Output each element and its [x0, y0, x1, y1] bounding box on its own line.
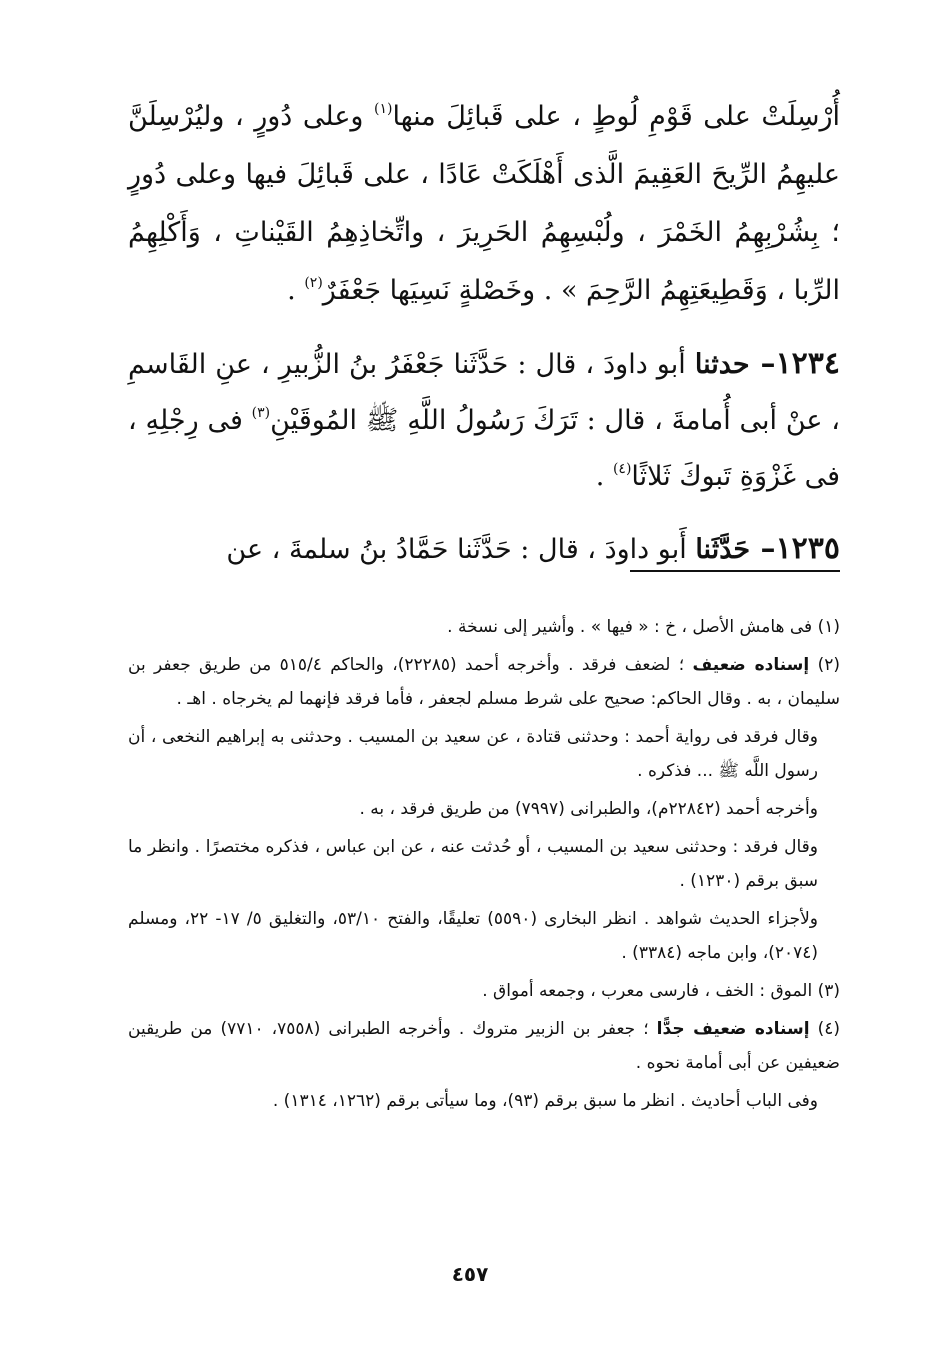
hadith-dash: –	[749, 346, 776, 381]
text-run: أُرْسِلَتْ على قَوْمِ لُوطٍ ، على قَبائِلَ منها	[392, 101, 840, 132]
footnote-marker: (٢)	[304, 275, 323, 291]
page-number: ٤٥٧	[451, 1262, 489, 1286]
footnote-marker: (٣)	[251, 405, 271, 421]
footnote-marker: (١)	[374, 101, 393, 117]
main-text	[128, 88, 840, 578]
footnote-separator	[630, 570, 840, 572]
hadith-dash: –	[750, 531, 776, 566]
hadith-opening-word: حَدَّثَنا	[695, 534, 751, 565]
text-run: ؛ جعفر بن الزبير متروك . وأخرجه الطبرانى (٧٥٥٨، ٧٧١٠) من طريقين ضعيفين عن أبى أمامة نحوه .	[128, 1019, 840, 1073]
footnote-marker: (٤)	[612, 461, 632, 477]
footnote-2	[128, 648, 840, 716]
text-run: ؛ لضعف فرقد . وأخرجه أحمد (٢٢٢٨٥)، والحاكم ٥١٥/٤ من طريق جعفر بن سليمان ، به . وقال الحاكم: صحيح على شرط مسلم لجعفر ، فأما فرقد فإنهما لم يخرجاه . اهـ .	[128, 655, 840, 709]
text-run: وعلى دُورٍ ، وليُرْسِلَنَّ عليهِمُ الرِّيحَ العَقِيمَ الَّذى أَهْلَكَتْ عَادًا ، على قَبائِلَ فيها وعلى دُورٍ ؛ بِشُرْبِهِمُ الخَمْرَ ، ولُبْسِهِمُ الحَرِيرَ ، واتِّخاذِهِمُ القَيْناتِ ، وَأَكْلِهِمُ الرِّبا ، وَقَطِيعَتِهِمُ الرَّحِمَ » . وخَصْلةٍ نَسِيَها جَعْفَرٌ	[128, 101, 840, 306]
text-run: .	[595, 461, 613, 492]
footnote-3: (٣) الموق : الخف ، فارسى معرب ، وجمعه أمواق .	[482, 981, 840, 1001]
text-run: أَبو داودَ ، قال : حَدَّثَنا حَمَّادُ بنُ سلمةَ ، عن	[226, 534, 696, 565]
text-run: (٢)	[809, 655, 840, 675]
footnote-2-para: وأخرجه أحمد (٢٢٨٤٢م)، والطبرانى (٧٩٩٧) من طريق فرقد ، به .	[359, 799, 818, 819]
footnote-2-para: ولأجزاء الحديث شواهد . انظر البخارى (٥٥٩٠) تعليقًا، والفتح ٥٣/١٠، والتغليق ٥/ ١٧- ٢٢، ومسلم (٢٠٧٤)، وابن ماجه (٣٣٨٤) .	[128, 909, 818, 963]
text-run: فى رِجْلِهِ ، فى غَزْوَةِ تَبوكَ ثَلاثًا	[128, 405, 840, 492]
hadith-number: ١٢٣٥	[775, 531, 840, 566]
paragraph-continuation	[128, 88, 840, 320]
text-run: .	[287, 275, 305, 306]
text-run: (٤)	[809, 1019, 840, 1039]
footnote-4-para: وفى الباب أحاديث . انظر ما سبق برقم (٩٣)، وما سيأتى برقم (١٢٦٢، ١٣١٤) .	[272, 1091, 818, 1111]
footnote-1: (١) فى هامش الأصل ، خ : « فيها » . وأشير إلى نسخة .	[447, 617, 840, 637]
text-run: أبو داودَ ، قال : حَدَّثَنا جَعْفَرُ بنُ الزُّبيرِ ، عنِ القَاسمِ ، عنْ أبى أُمامةَ ، قال : تَرَكَ رَسُولُ اللَّهِ ﷺ المُوقَيْنِ	[128, 349, 840, 436]
hadith-opening-word: حدثنا	[694, 349, 750, 380]
footnote-2-para: وقال فرقد : وحدثنى سعيد بن المسيب ، أو حُدثت عنه ، عن ابن عباس ، فذكره مختصرًا . وانظر ما سبق برقم (١٢٣٠) .	[128, 837, 818, 891]
footnote-2-para: وقال فرقد فى رواية أحمد : وحدثنى قتادة ، عن سعيد بن المسيب . وحدثنى به إبراهيم النخعى ، أن رسول اللَّه ﷺ ... فذكره .	[128, 727, 818, 781]
footnotes	[128, 610, 840, 1122]
grading-label: إسناده ضعيف جدًّا	[656, 1019, 810, 1039]
hadith-1234	[128, 336, 840, 505]
footnote-4	[128, 1012, 840, 1080]
grading-label: إسناده ضعيف	[692, 655, 810, 675]
hadith-number: ١٢٣٤	[775, 346, 840, 381]
